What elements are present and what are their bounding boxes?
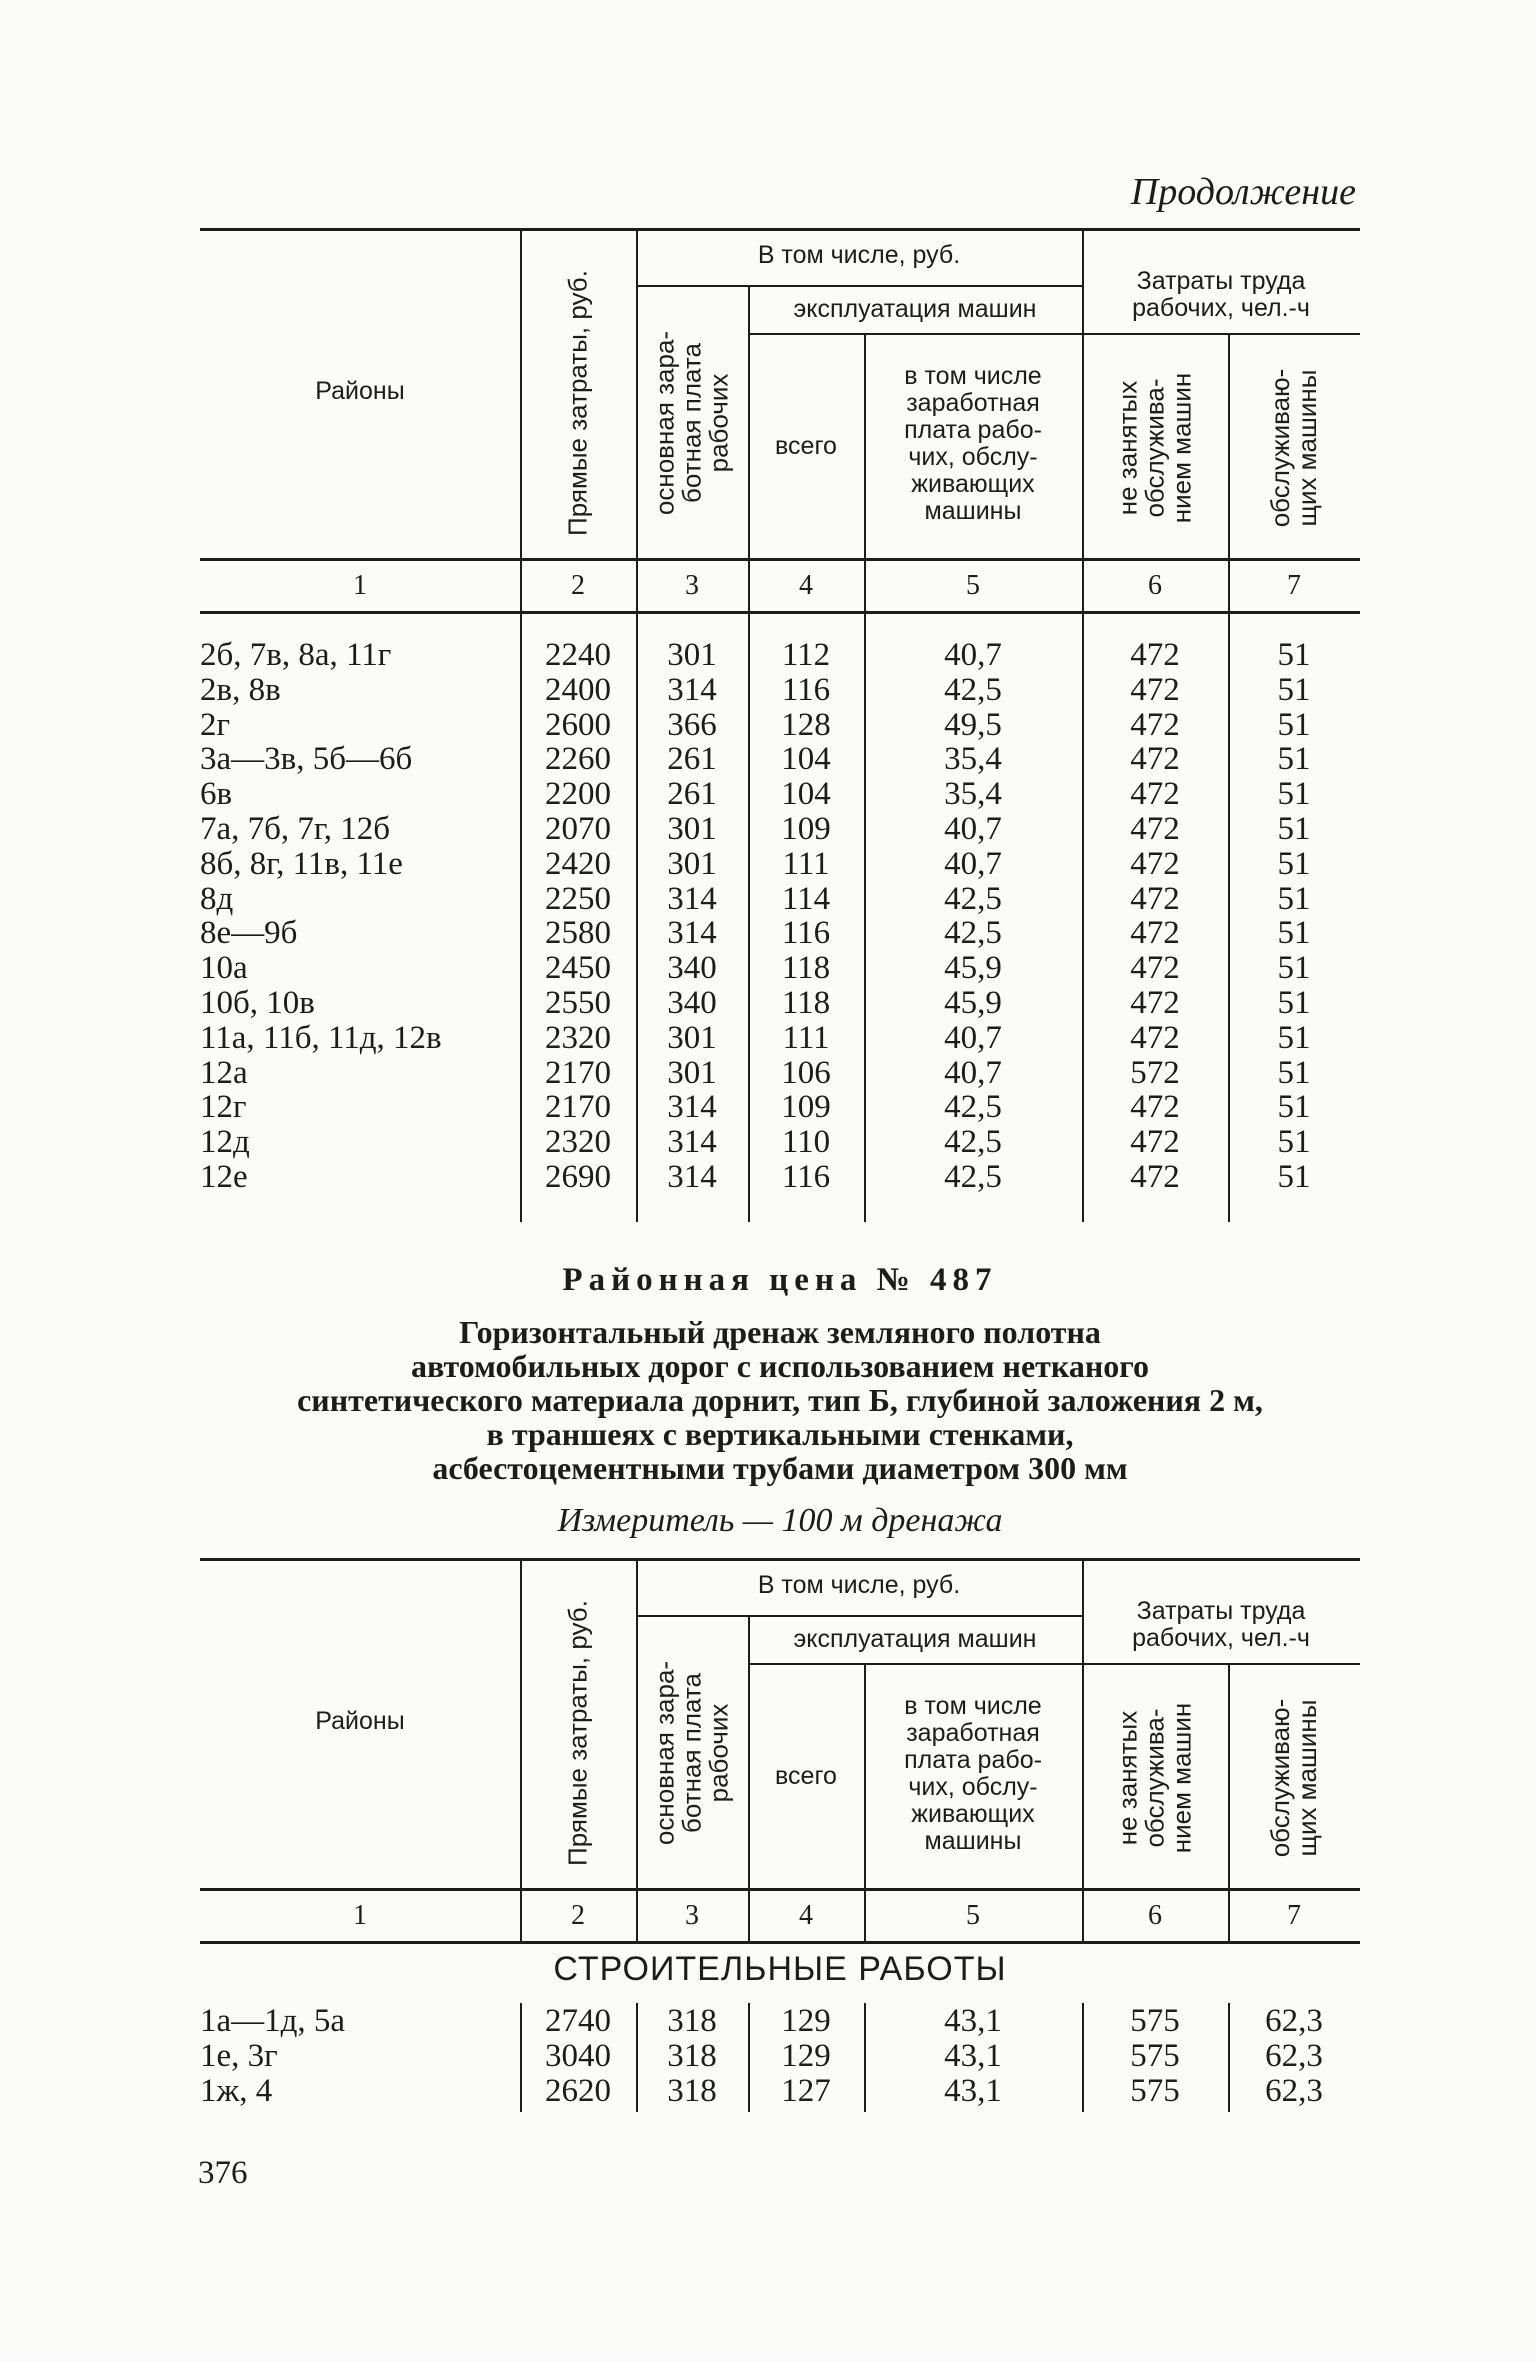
table1-row-district-cell: 3а—3в, 5б—6б [200, 741, 413, 778]
table1-col-number: 5 [966, 570, 980, 601]
table2-body-vline [864, 2003, 866, 2112]
table1-hdr-vline [748, 285, 750, 558]
table1-machine-header: обслуживаю- щих машины [1265, 368, 1322, 528]
table2-hdr-vline [520, 1558, 522, 1888]
table2-body-vline [1082, 2003, 1084, 2112]
table1-row-machine-cell: 51 [1277, 741, 1311, 778]
section-title: СТРОИТЕЛЬНЫЕ РАБОТЫ [553, 1950, 1007, 1988]
page-number: 376 [198, 2155, 248, 2191]
table1-row-district-cell: 2б, 7в, 8а, 11г [200, 637, 392, 673]
table2-col-number: 2 [571, 1900, 585, 1931]
table1-row-district-cell: 8д [200, 880, 234, 917]
table1-row-base-wage-cell: 314 [667, 1089, 717, 1126]
table1-row-not-machine-cell: 472 [1130, 776, 1180, 813]
table2-col-number: 1 [353, 1900, 367, 1931]
measure-label: Измеритель — 100 м дренажа [557, 1502, 1003, 1539]
table1-row-not-machine-cell: 472 [1130, 1089, 1180, 1126]
table1-row-district-cell: 7а, 7б, 7г, 12б [200, 811, 391, 847]
table2-body-vline [520, 2003, 522, 2112]
table2-row-total-cell: 129 [781, 2003, 831, 2039]
table1-row-direct-cost-cell: 2200 [545, 776, 611, 813]
table1-row-total-cell: 118 [781, 950, 831, 987]
table1-row-incl-wage-cell: 42,5 [944, 1089, 1002, 1126]
table1-row-machine-cell: 51 [1277, 985, 1311, 1021]
table2-colnum-rule [200, 1941, 1360, 1944]
table1-row-not-machine-cell: 472 [1130, 706, 1180, 743]
table1-row-incl-wage-cell: 40,7 [944, 845, 1002, 882]
table1-row-total-cell: 118 [781, 985, 831, 1021]
table1-row-not-machine-cell: 472 [1130, 671, 1180, 708]
table1-col-number: 7 [1287, 570, 1301, 601]
table1-not-machine-header: не занятых обслужива- нием машин [1112, 372, 1197, 524]
table1-row-not-machine-cell: 472 [1130, 915, 1180, 952]
table1-row-incl-wage-cell: 42,5 [944, 1159, 1002, 1195]
table1-row-total-cell: 109 [781, 811, 831, 847]
table2-total-header: всего [775, 1762, 837, 1790]
table2-row-machine-cell: 62,3 [1265, 2038, 1323, 2074]
table2-col-number: 3 [685, 1900, 699, 1931]
table2-base-wage-header: основная зара- ботная плата рабочих [649, 1660, 734, 1846]
table1-hdr-vline [1228, 333, 1230, 558]
table1-col-number: 1 [353, 570, 367, 601]
page-header: Продолжение [1130, 171, 1356, 213]
table2-body-vline [636, 2003, 638, 2112]
table1-row-direct-cost-cell: 2450 [545, 950, 611, 987]
table1-row-not-machine-cell: 472 [1130, 811, 1180, 847]
table1-row-incl-wage-cell: 49,5 [944, 706, 1002, 743]
table2-labor-rule [1082, 1663, 1360, 1665]
table1-row-base-wage-cell: 301 [667, 845, 717, 882]
table1-row-base-wage-cell: 314 [667, 1124, 717, 1161]
table1-row-total-cell: 110 [781, 1124, 831, 1161]
table1-row-district-cell: 12г [200, 1089, 247, 1126]
table1-ops-rule [748, 333, 1082, 335]
table1-row-base-wage-cell: 314 [667, 915, 717, 952]
table1-row-machine-cell: 51 [1277, 1159, 1311, 1195]
table1-row-machine-cell: 51 [1277, 671, 1311, 708]
table2-header-bottom-rule [200, 1888, 1360, 1891]
table1-row-machine-cell: 51 [1277, 1054, 1311, 1091]
table2-machine-header: обслуживаю- щих машины [1265, 1698, 1322, 1858]
table1-row-total-cell: 104 [781, 741, 831, 778]
table1-body-vline [864, 612, 866, 1222]
table1-row-not-machine-cell: 472 [1130, 880, 1180, 917]
table1-row-direct-cost-cell: 2600 [545, 706, 611, 743]
table1-total-header: всего [775, 432, 837, 460]
table2-row-direct-cost-cell: 3040 [545, 2038, 611, 2074]
table1-row-total-cell: 112 [781, 637, 831, 673]
table1-row-machine-cell: 51 [1277, 637, 1311, 673]
table2-not-machine-header: не занятых обслужива- нием машин [1112, 1702, 1197, 1854]
table1-row-base-wage-cell: 366 [667, 706, 717, 743]
table2-row-district-cell: 1е, 3г [200, 2038, 278, 2074]
table1-row-base-wage-cell: 314 [667, 1159, 717, 1195]
table1-row-machine-cell: 51 [1277, 776, 1311, 813]
table1-row-district-cell: 10а [200, 950, 248, 987]
table1-row-district-cell: 8б, 8г, 11в, 11е [200, 845, 403, 882]
table1-row-incl-wage-cell: 42,5 [944, 915, 1002, 952]
table1-labor-header: Затраты труда рабочих, чел.-ч [1132, 267, 1310, 322]
table1-row-not-machine-cell: 472 [1130, 1124, 1180, 1161]
table1-row-district-cell: 6в [200, 776, 233, 813]
table2-ops-rule [748, 1663, 1082, 1665]
table1-row-machine-cell: 51 [1277, 880, 1311, 917]
table1-row-total-cell: 114 [781, 880, 831, 917]
table1-row-not-machine-cell: 472 [1130, 741, 1180, 778]
table1-row-total-cell: 106 [781, 1054, 831, 1091]
table1-row-base-wage-cell: 301 [667, 1054, 717, 1091]
table1-row-incl-wage-cell: 40,7 [944, 637, 1002, 673]
table1-row-base-wage-cell: 301 [667, 1019, 717, 1056]
table1-row-not-machine-cell: 472 [1130, 845, 1180, 882]
table1-row-direct-cost-cell: 2070 [545, 811, 611, 847]
table1-row-direct-cost-cell: 2260 [545, 741, 611, 778]
price-caption: Горизонтальный дренаж земляного полотна автомобильных дорог с использованием нетканого синтетического материала дорнит, тип Б, глубиной заложения 2 м, в траншеях с вертикальными стенками, асбестоцементными трубами диаметром 300 мм [297, 1314, 1263, 1486]
table1-row-not-machine-cell: 472 [1130, 985, 1180, 1021]
table1-machine-ops-header: эксплуатация машин [793, 295, 1037, 323]
table1-direct-costs-header: Прямые затраты, руб. [562, 270, 593, 536]
table1-top-rule [200, 228, 1360, 231]
table1-row-machine-cell: 51 [1277, 811, 1311, 847]
table1-row-direct-cost-cell: 2320 [545, 1124, 611, 1161]
table1-row-incl-wage-cell: 35,4 [944, 741, 1002, 778]
table1-row-direct-cost-cell: 2550 [545, 985, 611, 1021]
table1-row-total-cell: 104 [781, 776, 831, 813]
table1-row-district-cell: 2в, 8в [200, 671, 281, 708]
table2-incl-rule [636, 1615, 1082, 1617]
table1-row-base-wage-cell: 340 [667, 950, 717, 987]
table1-row-incl-wage-cell: 40,7 [944, 1019, 1002, 1056]
table2-hdr-vline [636, 1558, 638, 1888]
table1-row-base-wage-cell: 340 [667, 985, 717, 1021]
table1-row-incl-wage-cell: 42,5 [944, 1124, 1002, 1161]
table2-row-base-wage-cell: 318 [667, 2038, 717, 2074]
table1-row-district-cell: 11а, 11б, 11д, 12в [200, 1019, 442, 1056]
table2-body-vline [748, 2003, 750, 2112]
table2-hdr-vline [748, 1615, 750, 1888]
table1-incl-header: В том числе, руб. [757, 241, 961, 269]
table1-body-vline [1082, 612, 1084, 1222]
table1-row-incl-wage-cell: 42,5 [944, 671, 1002, 708]
table2-districts-header: Районы [315, 1707, 405, 1735]
table1-row-base-wage-cell: 301 [667, 811, 717, 847]
table1-row-total-cell: 128 [781, 706, 831, 743]
table1-row-incl-wage-cell: 40,7 [944, 1054, 1002, 1091]
table1-body-vline [636, 612, 638, 1222]
table1-row-district-cell: 8е—9б [200, 915, 298, 952]
table2-hdr-vline [1228, 1663, 1230, 1888]
table1-row-direct-cost-cell: 2400 [545, 671, 611, 708]
table1-row-direct-cost-cell: 2240 [545, 637, 611, 673]
table1-row-machine-cell: 51 [1277, 845, 1311, 882]
table1-row-total-cell: 116 [781, 915, 831, 952]
table1-row-not-machine-cell: 472 [1130, 637, 1180, 673]
table2-top-rule [200, 1558, 1360, 1561]
table1-row-total-cell: 111 [782, 1019, 830, 1056]
table1-hdr-vline [636, 228, 638, 558]
table1-body-vline [748, 612, 750, 1222]
table2-row-base-wage-cell: 318 [667, 2003, 717, 2039]
table2-row-not-machine-cell: 575 [1130, 2038, 1180, 2074]
table2-labor-header: Затраты труда рабочих, чел.-ч [1132, 1597, 1310, 1652]
table1-row-incl-wage-cell: 35,4 [944, 776, 1002, 813]
table2-col-number: 7 [1287, 1900, 1301, 1931]
table2-direct-costs-header: Прямые затраты, руб. [562, 1600, 593, 1866]
table2-row-district-cell: 1а—1д, 5а [200, 2003, 346, 2039]
table1-row-not-machine-cell: 572 [1130, 1054, 1180, 1091]
table1-row-total-cell: 116 [781, 1159, 831, 1195]
table1-row-base-wage-cell: 261 [667, 776, 717, 813]
table1-row-incl-wage-cell: 42,5 [944, 880, 1002, 917]
table1-row-base-wage-cell: 314 [667, 671, 717, 708]
table1-row-direct-cost-cell: 2250 [545, 880, 611, 917]
table1-row-machine-cell: 51 [1277, 915, 1311, 952]
table1-incl-wage-header: в том числе заработная плата рабо- чих, обслу- живающих машины [904, 362, 1042, 525]
table1-row-direct-cost-cell: 2420 [545, 845, 611, 882]
table1-body-vline [520, 612, 522, 1222]
table1-col-number: 6 [1148, 570, 1162, 601]
table1-row-direct-cost-cell: 2170 [545, 1089, 611, 1126]
table1-districts-header: Районы [315, 377, 405, 405]
table2-incl-wage-header: в том числе заработная плата рабо- чих, обслу- живающих машины [904, 1692, 1042, 1855]
table1-row-direct-cost-cell: 2690 [545, 1159, 611, 1195]
table1-row-machine-cell: 51 [1277, 1089, 1311, 1126]
table2-machine-ops-header: эксплуатация машин [793, 1625, 1037, 1653]
table2-col-number: 4 [799, 1900, 813, 1931]
table1-labor-rule [1082, 333, 1360, 335]
table1-row-direct-cost-cell: 2170 [545, 1054, 611, 1091]
table1-row-district-cell: 2г [200, 706, 231, 743]
table1-row-total-cell: 111 [782, 845, 830, 882]
price-heading: Районная цена № 487 [562, 1262, 998, 1298]
table1-col-number: 2 [571, 570, 585, 601]
table1-col-number: 3 [685, 570, 699, 601]
table1-row-not-machine-cell: 472 [1130, 1019, 1180, 1056]
table1-base-wage-header: основная зара- ботная плата рабочих [649, 330, 734, 516]
table2-row-base-wage-cell: 318 [667, 2073, 717, 2109]
table1-row-district-cell: 12е [200, 1159, 248, 1195]
table1-row-total-cell: 116 [781, 671, 831, 708]
table1-row-direct-cost-cell: 2580 [545, 915, 611, 952]
table1-row-base-wage-cell: 261 [667, 741, 717, 778]
table2-row-incl-wage-cell: 43,1 [944, 2038, 1002, 2074]
table1-row-incl-wage-cell: 45,9 [944, 950, 1002, 987]
table1-row-base-wage-cell: 314 [667, 880, 717, 917]
table1-hdr-vline [520, 228, 522, 558]
table1-row-machine-cell: 51 [1277, 706, 1311, 743]
table1-header-bottom-rule [200, 558, 1360, 561]
table2-row-total-cell: 129 [781, 2038, 831, 2074]
table1-row-incl-wage-cell: 45,9 [944, 985, 1002, 1021]
table2-row-incl-wage-cell: 43,1 [944, 2073, 1002, 2109]
table2-row-not-machine-cell: 575 [1130, 2073, 1180, 2109]
table1-row-not-machine-cell: 472 [1130, 1159, 1180, 1195]
table2-incl-header: В том числе, руб. [757, 1571, 961, 1599]
table2-row-direct-cost-cell: 2620 [545, 2073, 611, 2109]
table1-row-total-cell: 109 [781, 1089, 831, 1126]
table1-row-machine-cell: 51 [1277, 1124, 1311, 1161]
table1-row-base-wage-cell: 301 [667, 637, 717, 673]
table1-col-number: 4 [799, 570, 813, 601]
table2-row-direct-cost-cell: 2740 [545, 2003, 611, 2039]
table2-body-vline [1228, 2003, 1230, 2112]
table1-incl-rule [636, 285, 1082, 287]
table2-row-district-cell: 1ж, 4 [200, 2073, 273, 2109]
table1-row-machine-cell: 51 [1277, 950, 1311, 987]
table1-body-vline [1228, 612, 1230, 1222]
table1-row-district-cell: 12а [200, 1054, 248, 1091]
table2-col-number: 5 [966, 1900, 980, 1931]
table1-row-machine-cell: 51 [1277, 1019, 1311, 1056]
table1-colnum-rule [200, 611, 1360, 614]
table1-row-not-machine-cell: 472 [1130, 950, 1180, 987]
table2-row-machine-cell: 62,3 [1265, 2073, 1323, 2109]
table1-row-direct-cost-cell: 2320 [545, 1019, 611, 1056]
table2-row-total-cell: 127 [781, 2073, 831, 2109]
table2-col-number: 6 [1148, 1900, 1162, 1931]
table2-row-machine-cell: 62,3 [1265, 2003, 1323, 2039]
table2-row-not-machine-cell: 575 [1130, 2003, 1180, 2039]
table2-row-incl-wage-cell: 43,1 [944, 2003, 1002, 2039]
table1-row-incl-wage-cell: 40,7 [944, 811, 1002, 847]
table1-row-district-cell: 10б, 10в [200, 985, 315, 1021]
table1-row-district-cell: 12д [200, 1124, 250, 1161]
